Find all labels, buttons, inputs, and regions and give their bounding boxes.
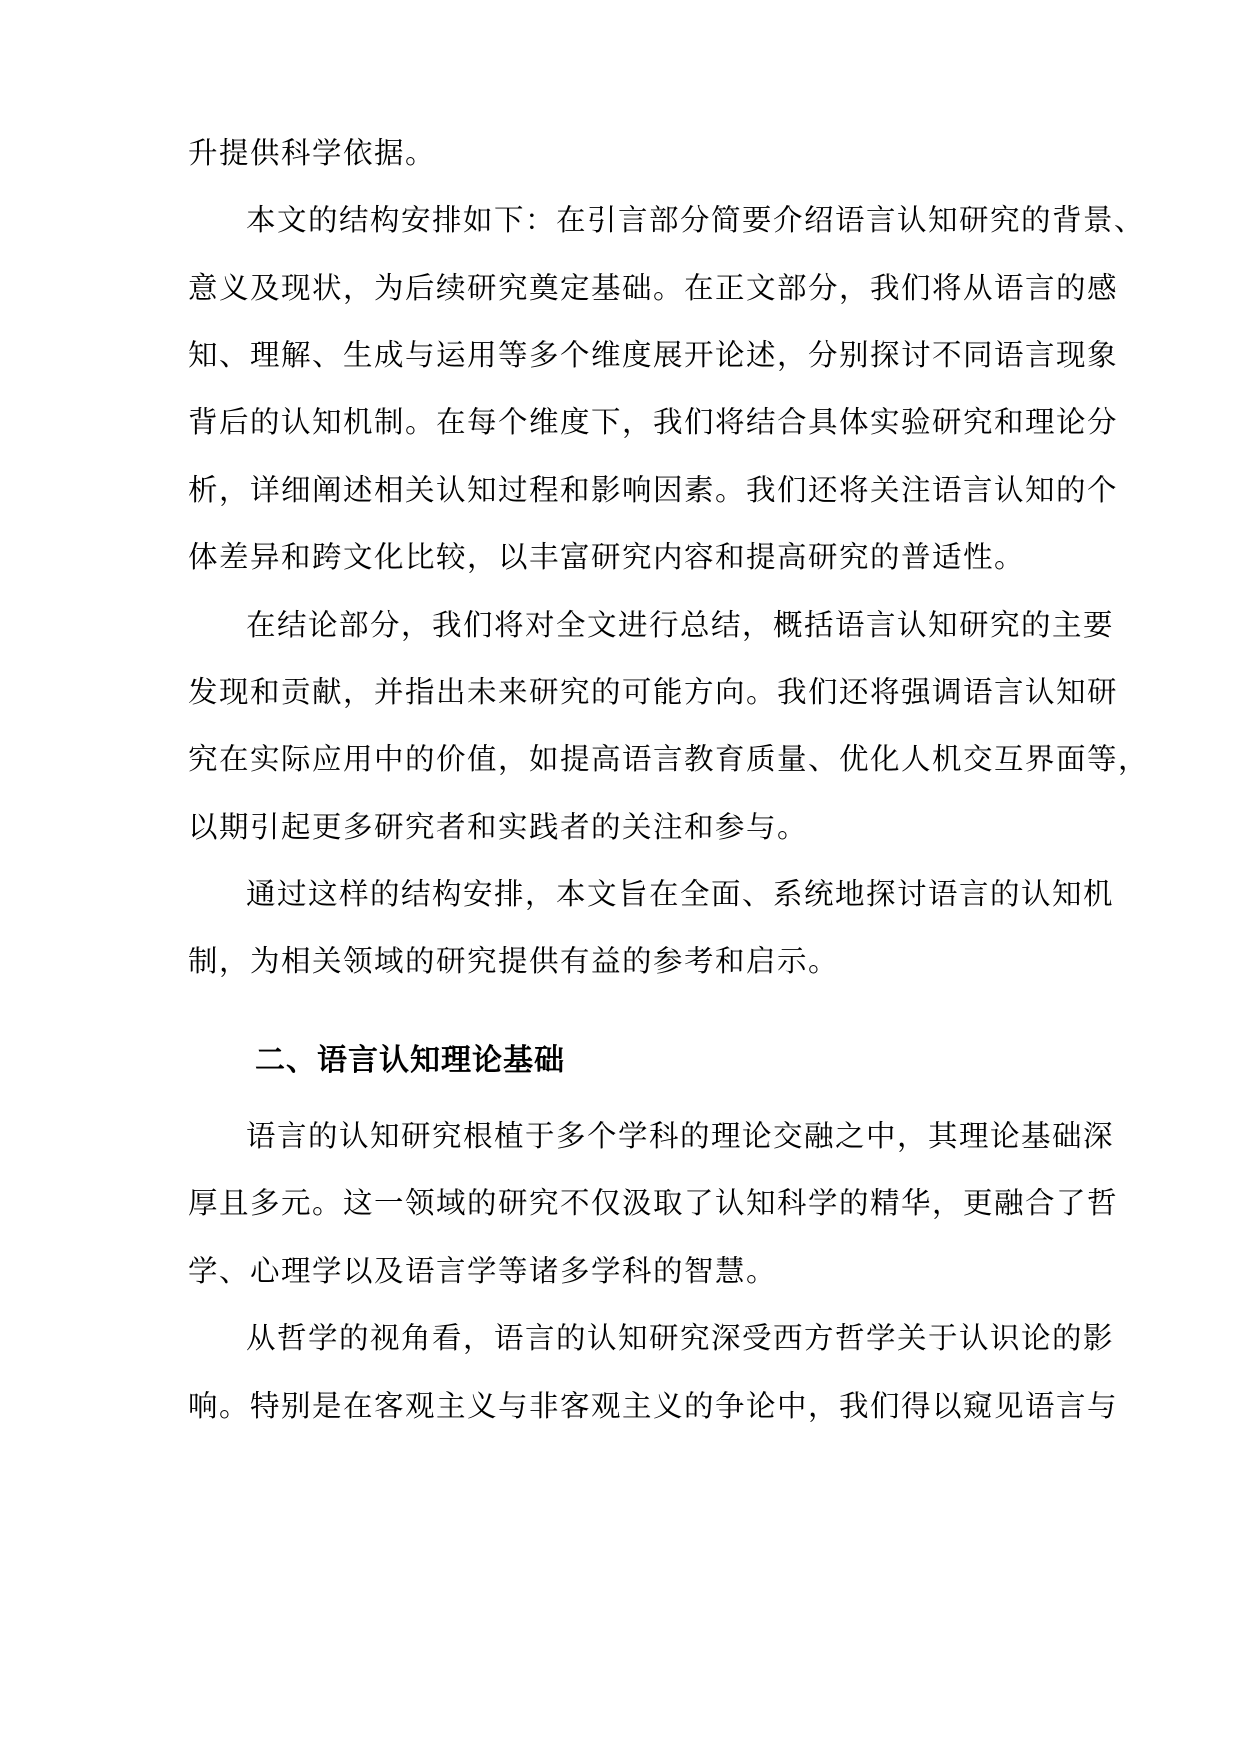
paragraph-line: 响。特别是在客观主义与非客观主义的争论中，我们得以窥见语言与 [188, 1389, 1119, 1423]
paragraph-line: 以期引起更多研究者和实践者的关注和参与。 [188, 810, 809, 844]
paragraph-line: 本文的结构安排如下：在引言部分简要介绍语言认知研究的背景、 [246, 203, 1146, 237]
paragraph-line: 知、理解、生成与运用等多个维度展开论述，分别探讨不同语言现象 [188, 338, 1119, 372]
paragraph-line: 通过这样的结构安排，本文旨在全面、系统地探讨语言的认知机 [246, 877, 1115, 911]
paragraph-line: 意义及现状，为后续研究奠定基础。在正文部分，我们将从语言的感 [188, 271, 1119, 305]
paragraph-line: 背后的认知机制。在每个维度下，我们将结合具体实验研究和理论分 [188, 405, 1119, 439]
paragraph-line: 语言的认知研究根植于多个学科的理论交融之中，其理论基础深 [246, 1119, 1115, 1153]
paragraph-line: 在结论部分，我们将对全文进行总结，概括语言认知研究的主要 [246, 608, 1115, 642]
paragraph-line: 析，详细阐述相关认知过程和影响因素。我们还将关注语言认知的个 [188, 473, 1119, 507]
paragraph-line: 发现和贡献，并指出未来研究的可能方向。我们还将强调语言认知研 [188, 675, 1119, 709]
paragraph-line: 体差异和跨文化比较，以丰富研究内容和提高研究的普适性。 [188, 540, 1026, 574]
paragraph-line: 厚且多元。这一领域的研究不仅汲取了认知科学的精华，更融合了哲 [188, 1186, 1119, 1220]
paragraph-line: 升提供科学依据。 [188, 136, 437, 170]
paragraph-line: 制，为相关领域的研究提供有益的参考和启示。 [188, 944, 840, 978]
paragraph-line: 学、心理学以及语言学等诸多学科的智慧。 [188, 1254, 778, 1288]
paragraph-line: 从哲学的视角看，语言的认知研究深受西方哲学关于认识论的影 [246, 1321, 1115, 1355]
section-heading: 二、语言认知理论基础 [255, 1043, 565, 1078]
paragraph-line: 究在实际应用中的价值，如提高语言教育质量、优化人机交互界面等， [188, 742, 1150, 776]
